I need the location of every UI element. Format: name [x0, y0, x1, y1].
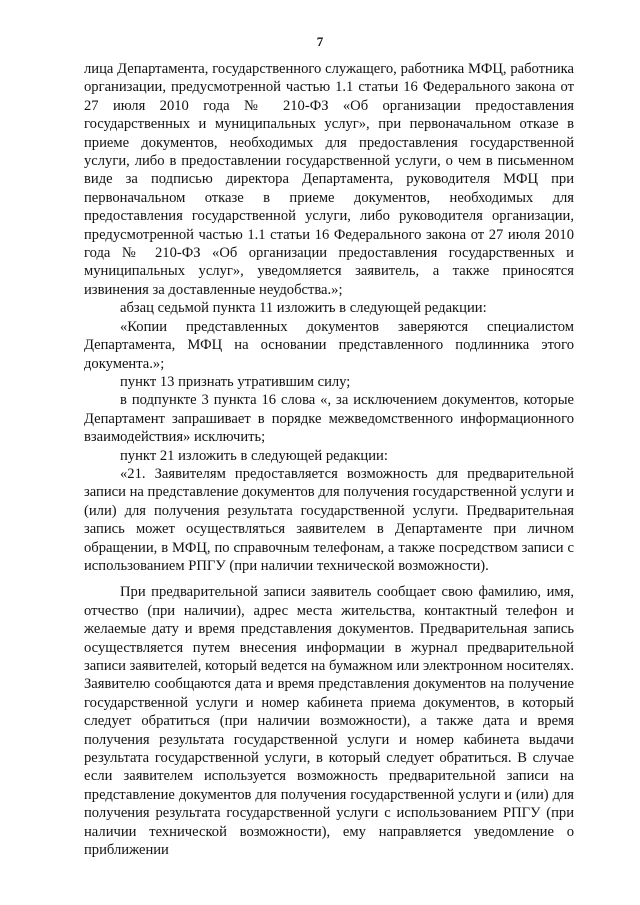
page-number: 7	[316, 34, 324, 49]
paragraph-preliminary-record: При предварительной записи заявитель сообщает свою фамилию, имя, отчество (при наличии), адрес места жительства, контактный телефон и желаемые дату и время представления документов. Предварительная запись осуществляется путем внесения информации в журнал предварительной записи заявителей, который ведется на бумажном или электронном носителях. Заявителю сообщаются дата и время представления документов на получение государственной услуги и номер кабинета приема документов, в который следует обратиться (при наличии возможности), а также дата и время получения результата государственной услуги и номер кабинета выдачи результата государственной услуги, в который следует обратиться. В случае если заявителем используется возможность предварительной записи на представление документов для получения государственной услуги и (или) для получения результата государственной услуги с использованием РПГУ (при наличии технической возможности), ему направляется уведомление о приближении	[84, 584, 574, 859]
paragraph-item-21-intro: пункт 21 изложить в следующей редакции:	[120, 447, 388, 464]
paragraph-amendment-11: абзац седьмой пункта 11 изложить в следующей редакции:	[120, 300, 487, 317]
paragraph-item-21-text: «21. Заявителям предоставляется возможность для предварительной записи на представление документов для получения государственной услуги и (или) для получения результата государственной услуги. Предварительная запись может осуществляться заявителем в Департаменте при личном обращении, в МФЦ, по справочным телефонам, а также посредством записи с использованием РПГУ (при наличии технической возможности).	[84, 465, 574, 574]
paragraph-item-13-void: пункт 13 признать утратившим силу;	[120, 373, 351, 390]
paragraph-continuation: лица Департамента, государственного служащего, работника МФЦ, работника организации, предусмотренной частью 1.1 статьи 16 Федерального закона от 27 июля 2010 года № 210-ФЗ «Об организации предоставления государственных и муниципальных услуг», при первоначальном отказе в приеме документов, необходимых для предоставления государственной услуги, либо в предоставлении государственной услуги, о чем в письменном виде за подписью директора Департамента, руководителя МФЦ при первоначальном отказе в приеме документов, необходимых для предоставления государственной услуги, либо руководителя организации, предусмотренной частью 1.1 статьи 16 Федерального закона от 27 июля 2010 года № 210-ФЗ «Об организации предоставления государственных и муниципальных услуг», уведомляется заявитель, а также приносятся извинения за доставленные неудобства.»;	[84, 61, 574, 298]
paragraph-copies-certification: «Копии представленных документов заверяются специалистом Департамента, МФЦ на основании представленного подлинника этого документа.»;	[84, 318, 574, 372]
document-body	[84, 60, 574, 859]
paragraph-item-16-amendment: в подпункте 3 пункта 16 слова «, за исключением документов, которые Департамент запрашивает в порядке межведомственного информационного взаимодействия» исключить;	[84, 392, 574, 446]
